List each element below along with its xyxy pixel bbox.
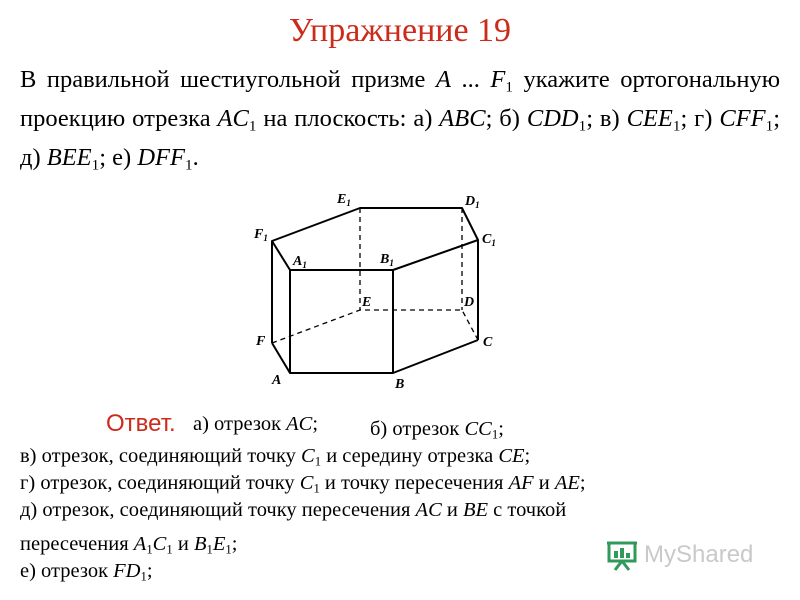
label-C: C — [483, 335, 493, 350]
label-F1: $F_1$ — [254, 227, 268, 243]
answer-f: е) отрезок $FD_1$; — [20, 560, 153, 584]
answer-e-line2: пересечения $A_1C_1$ и $B_1E_1$; — [20, 533, 238, 557]
answer-c: в) отрезок, соединяющий точку $C_1$ и середину отрезка CE; — [20, 445, 531, 469]
answer-a: а) отрезок AC; — [193, 413, 319, 435]
label-D1: $D_1$ — [465, 194, 480, 210]
label-E1: $E_1$ — [337, 192, 351, 208]
problem-statement: В правильной шестиугольной призме A ... $F_1$ укажите ортогональную проекцию отрезка $AC_1$ на плоскость: а) ABC; б) $CDD_1$; в) $CEE_1$; г) $CFF_1$; д) $BEE_1$; е) $DFF_1$. — [20, 66, 781, 174]
label-A: A — [272, 373, 282, 388]
label-F: F — [256, 334, 266, 349]
answer-e-line1: д) отрезок, соединяющий точку пересечения AC и BE с точкой — [20, 499, 567, 521]
label-B1: $B_1$ — [380, 252, 394, 268]
label-E: E — [362, 295, 372, 310]
presentation-board-icon — [606, 539, 640, 571]
label-B: B — [395, 377, 405, 392]
exercise-title: Упражнение 19 — [288, 12, 512, 49]
hexagonal-prism-figure — [240, 185, 520, 395]
label-C1: $C_1$ — [482, 232, 496, 248]
answer-label: Ответ. — [106, 410, 176, 437]
label-D: D — [464, 295, 475, 310]
bottom-visible-edges — [272, 340, 478, 373]
logo-text: MyShared — [644, 541, 754, 568]
label-A1: $A_1$ — [293, 254, 307, 270]
answer-d: г) отрезок, соединяющий точку $C_1$ и точку пересечения AF и AE; — [20, 472, 586, 496]
hidden-bottom-edges — [272, 310, 478, 343]
answer-b: б) отрезок $CC_1$; — [370, 418, 504, 442]
myshared-logo — [606, 538, 753, 572]
